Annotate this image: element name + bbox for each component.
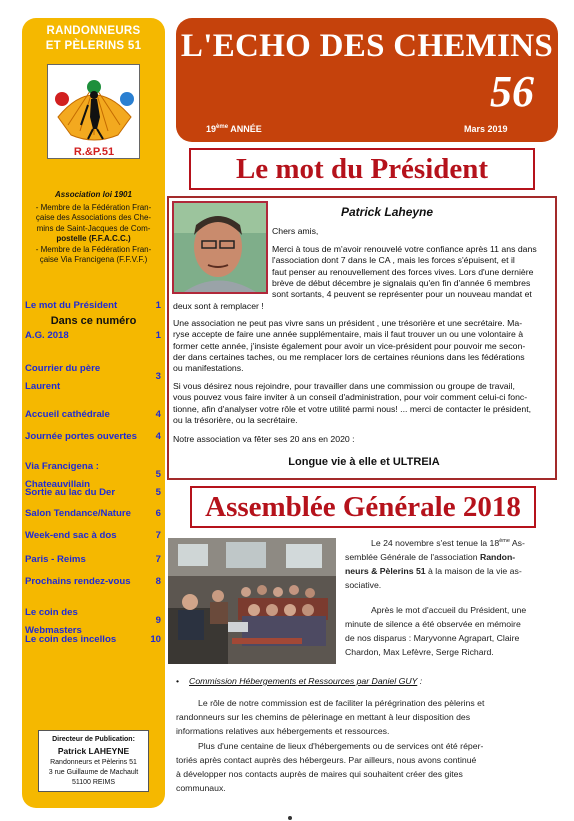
president-message-box <box>167 196 557 480</box>
paragraph-line: ryse accepte de faire une année supplémentaire, mais il faut trouver un ou une volontaire à <box>173 329 524 340</box>
toc-item-label-line: Le coin des incellos <box>25 634 117 645</box>
text-fragment: semblée Générale de l'association <box>345 551 480 562</box>
paragraph-line: l'association dont 7 dans le CA , mais les forces s'épuisent, et il <box>272 255 515 266</box>
toc-item-label-line: Webmasters <box>25 624 82 636</box>
ag-banner: Assemblée Générale 2018 <box>190 486 536 528</box>
issue-number: 56 <box>490 67 534 116</box>
paragraph-line: Une association ne peut pas vivre sans un président , une trésorière et une secrétaire. Ma- <box>173 318 523 328</box>
paragraph-line: brève de début décembre je signalais qu'en fin d'année 6 membres <box>272 277 531 288</box>
paragraph-line: randonneurs sur les chemins de pèlerinage en mettant à leur disposition des <box>176 712 471 722</box>
paragraph-line: Merci à tous de m'avoir renouvelé votre confiance après 11 ans dans <box>272 244 537 254</box>
president-paragraph-3 <box>173 381 555 426</box>
publisher-line: 51100 REIMS <box>71 779 116 786</box>
sidebar <box>22 18 165 808</box>
portrait-image <box>174 203 266 292</box>
ag-paragraph-3 <box>176 696 558 738</box>
meeting-room-image <box>168 538 336 664</box>
toc-item-label-line: Le coin des <box>25 607 78 618</box>
paragraph-line: Notre association va fêter ses 20 ans en 2020 : <box>173 434 355 444</box>
president-paragraph-1 <box>272 244 554 300</box>
publisher-heading: Directeur de Publication: <box>52 736 135 743</box>
paragraph-line: Chardon, Max Lefèvre, Serge Richard. <box>345 647 494 657</box>
issue-date: Mars 2019 <box>464 124 508 134</box>
paragraph-line: ou la trésorière, ou la secrétaire. <box>173 414 298 425</box>
toc-item-page: 7 <box>155 530 161 541</box>
paragraph-line: à développer nos contacts auprès de maires qui souhaitent créer des gites <box>176 769 463 779</box>
publisher-line: 3 rue Guillaume de Machault <box>48 769 139 776</box>
toc-item-label <box>25 551 143 569</box>
toc-item-label <box>25 505 143 523</box>
toc-item-page: 1 <box>155 330 161 341</box>
toc-item-label-line: Journée portes ouvertes <box>25 431 137 442</box>
commission-heading <box>176 676 422 686</box>
text-fragment: neurs & Pèlerins 51 <box>345 565 426 576</box>
president-paragraph-1-end <box>173 301 553 312</box>
toc-item-page: 8 <box>155 576 161 587</box>
org-name-line2: ET PÈLERINS 51 <box>45 40 142 52</box>
commission-title: Commission Hébergements et Ressources par Daniel GUY <box>189 676 418 686</box>
toc-item-page: 7 <box>155 554 161 565</box>
association-line: - Membre de la Fédération Fran- <box>35 244 152 254</box>
association-line: çaise des Associations des Che- <box>35 213 152 222</box>
toc-item-label-line: Chateauvillain <box>25 478 91 490</box>
ag-meeting-photo <box>168 538 336 664</box>
president-photo <box>172 201 268 294</box>
paragraph-line: Si vous désirez nous rejoindre, pour travailler dans une commission ou groupe de travail, <box>173 381 515 391</box>
toc-title: Dans ce numéro <box>50 315 137 327</box>
text-fragment: à la maison de la vie as- <box>425 565 522 576</box>
masthead-header <box>176 18 558 142</box>
paragraph-line: communaux. <box>176 783 226 793</box>
toc-item-label-line: Sortie au lac du Der <box>25 487 116 498</box>
president-slogan: Longue vie à elle et ULTREIA <box>288 456 440 468</box>
association-line: çaise Via Francigena (F.F.V.F.) <box>39 255 148 264</box>
paragraph-line: sont sortants, 4 peuvent se représenter pour un nouveau mandat et <box>272 289 532 300</box>
paragraph-line: former cette année, j'insiste également pour avoir un vice-président pour pouvoir me secon- <box>173 340 526 351</box>
president-banner: Le mot du Président <box>189 148 535 190</box>
logo-text: R.&P.51 <box>73 146 115 158</box>
ag-paragraph-4 <box>176 739 558 795</box>
toc-item-label-line: Accueil cathédrale <box>25 409 110 420</box>
year-number: 19 <box>206 124 217 134</box>
toc-item-label-line: Laurent <box>25 380 61 392</box>
publisher-name: Patrick LAHEYNE <box>57 746 130 756</box>
pilgrim-shell-logo-icon <box>48 65 141 160</box>
toc-item-label-line: Le mot du Président <box>25 300 118 311</box>
year-suffix: ème <box>216 124 229 130</box>
paragraph-line: ou manifestations. <box>173 363 244 374</box>
paragraph-line: vous pouvez vous faire inviter à un conseil d'administration, pour voir comment celui-ci fonc- <box>173 392 528 403</box>
toc-item-label <box>25 360 143 395</box>
text-fragment: Le 24 novembre s'est tenue la 18 <box>371 537 500 548</box>
toc-item-page: 5 <box>155 469 161 480</box>
year-word: ANNÉE <box>228 124 262 134</box>
paragraph-line: faut penser au renouvellement des forces vives. Lors d'une dernière <box>272 266 534 277</box>
paragraph-line <box>345 534 558 550</box>
toc-item-page: 10 <box>150 634 161 645</box>
toc-item-label-line: Salon Tendance/Nature <box>25 508 131 519</box>
paragraph-line: informations relatives aux hébergements et ressources. <box>176 726 390 736</box>
toc-item-label <box>25 527 143 545</box>
toc-item-label-line: A.G. 2018 <box>25 330 69 341</box>
association-line: - Membre de la Fédération Fran- <box>35 202 152 212</box>
greeting-text: Chers amis, <box>272 226 319 236</box>
toc-item-page: 9 <box>155 615 161 626</box>
toc-item-label <box>25 406 143 424</box>
president-paragraph-2 <box>173 318 555 374</box>
paragraph-line: minute de silence a été observée en mémoire <box>345 619 521 629</box>
bullet-icon: • <box>176 676 180 686</box>
toc-item-page: 4 <box>155 409 161 420</box>
association-line: mins de Saint-Jacques de Com- <box>36 223 151 233</box>
paragraph-line <box>345 564 558 578</box>
org-name <box>22 24 165 54</box>
president-greeting <box>272 226 554 237</box>
page-marker <box>288 816 292 820</box>
association-title: Association loi 1901 <box>55 190 132 199</box>
text-fragment: ème <box>499 538 510 544</box>
org-name-line1: RANDONNEURS <box>46 25 141 37</box>
publisher-line: Randonneurs et Pèlerins 51 <box>50 759 137 766</box>
toc-item-page: 4 <box>155 431 161 442</box>
paragraph-line: der dans certaines taches, ou me remplacer lors de certaines réunions dans les fédérations <box>173 351 525 362</box>
toc-item-label-line: Courrier du père <box>25 363 101 374</box>
toc-item-label <box>25 327 143 345</box>
toc-item-page: 5 <box>155 487 161 498</box>
paragraph-line: toriés après contact auprès des hébergeurs. Par ailleurs, nous avons continué <box>176 755 477 765</box>
toc-item-label-line: Prochains rendez-vous <box>25 576 131 587</box>
publisher-box <box>38 730 149 792</box>
toc-item-label <box>25 428 143 446</box>
paragraph-line <box>345 550 558 564</box>
toc-item-page: 3 <box>155 371 161 382</box>
toc-item-page: 6 <box>155 508 161 519</box>
paragraph-line: sociative. <box>345 579 382 590</box>
toc-item-label-line: Paris - Reims <box>25 554 86 565</box>
paragraph-line: Le rôle de notre commission est de faciliter la pérégrination des pèlerins et <box>198 698 485 708</box>
president-paragraph-4 <box>173 434 555 445</box>
president-name: Patrick Laheyne <box>341 205 434 219</box>
toc-item-label-line: Week-end sac à dos <box>25 530 117 541</box>
paragraph-line: deux sont à remplacer ! <box>173 301 264 311</box>
ag-paragraph-1 <box>345 534 558 592</box>
toc-item-label <box>25 573 143 591</box>
paragraph-line: Après le mot d'accueil du Président, une <box>371 605 527 615</box>
paragraph-line: de nos disparus : Maryvonne Agrapart, Claire <box>345 633 520 643</box>
association-logo <box>47 64 140 159</box>
paragraph-line: Plus d'une centaine de lieux d'hébergements ou de services ont été réper- <box>198 741 484 751</box>
toc-item-label <box>25 631 143 649</box>
paragraph-line: tionne, afin d'analyser votre rôle et votre utilité parmi nous! ... merci de contacter le président, <box>173 403 532 414</box>
text-fragment: : <box>417 676 423 686</box>
newsletter-title: L'ECHO DES CHEMINS <box>180 28 554 64</box>
association-line: postelle (F.F.A.C.C.) <box>56 234 131 243</box>
toc-item-label-line: Via Francigena : <box>25 461 99 472</box>
toc-item-label <box>25 297 143 315</box>
text-fragment: As- <box>509 537 525 548</box>
toc-item-page: 1 <box>155 300 161 311</box>
ag-paragraph-2 <box>345 603 558 659</box>
text-fragment: Randon- <box>479 551 516 562</box>
association-info <box>28 190 159 266</box>
year-label <box>206 124 262 134</box>
toc-item-label <box>25 484 143 502</box>
